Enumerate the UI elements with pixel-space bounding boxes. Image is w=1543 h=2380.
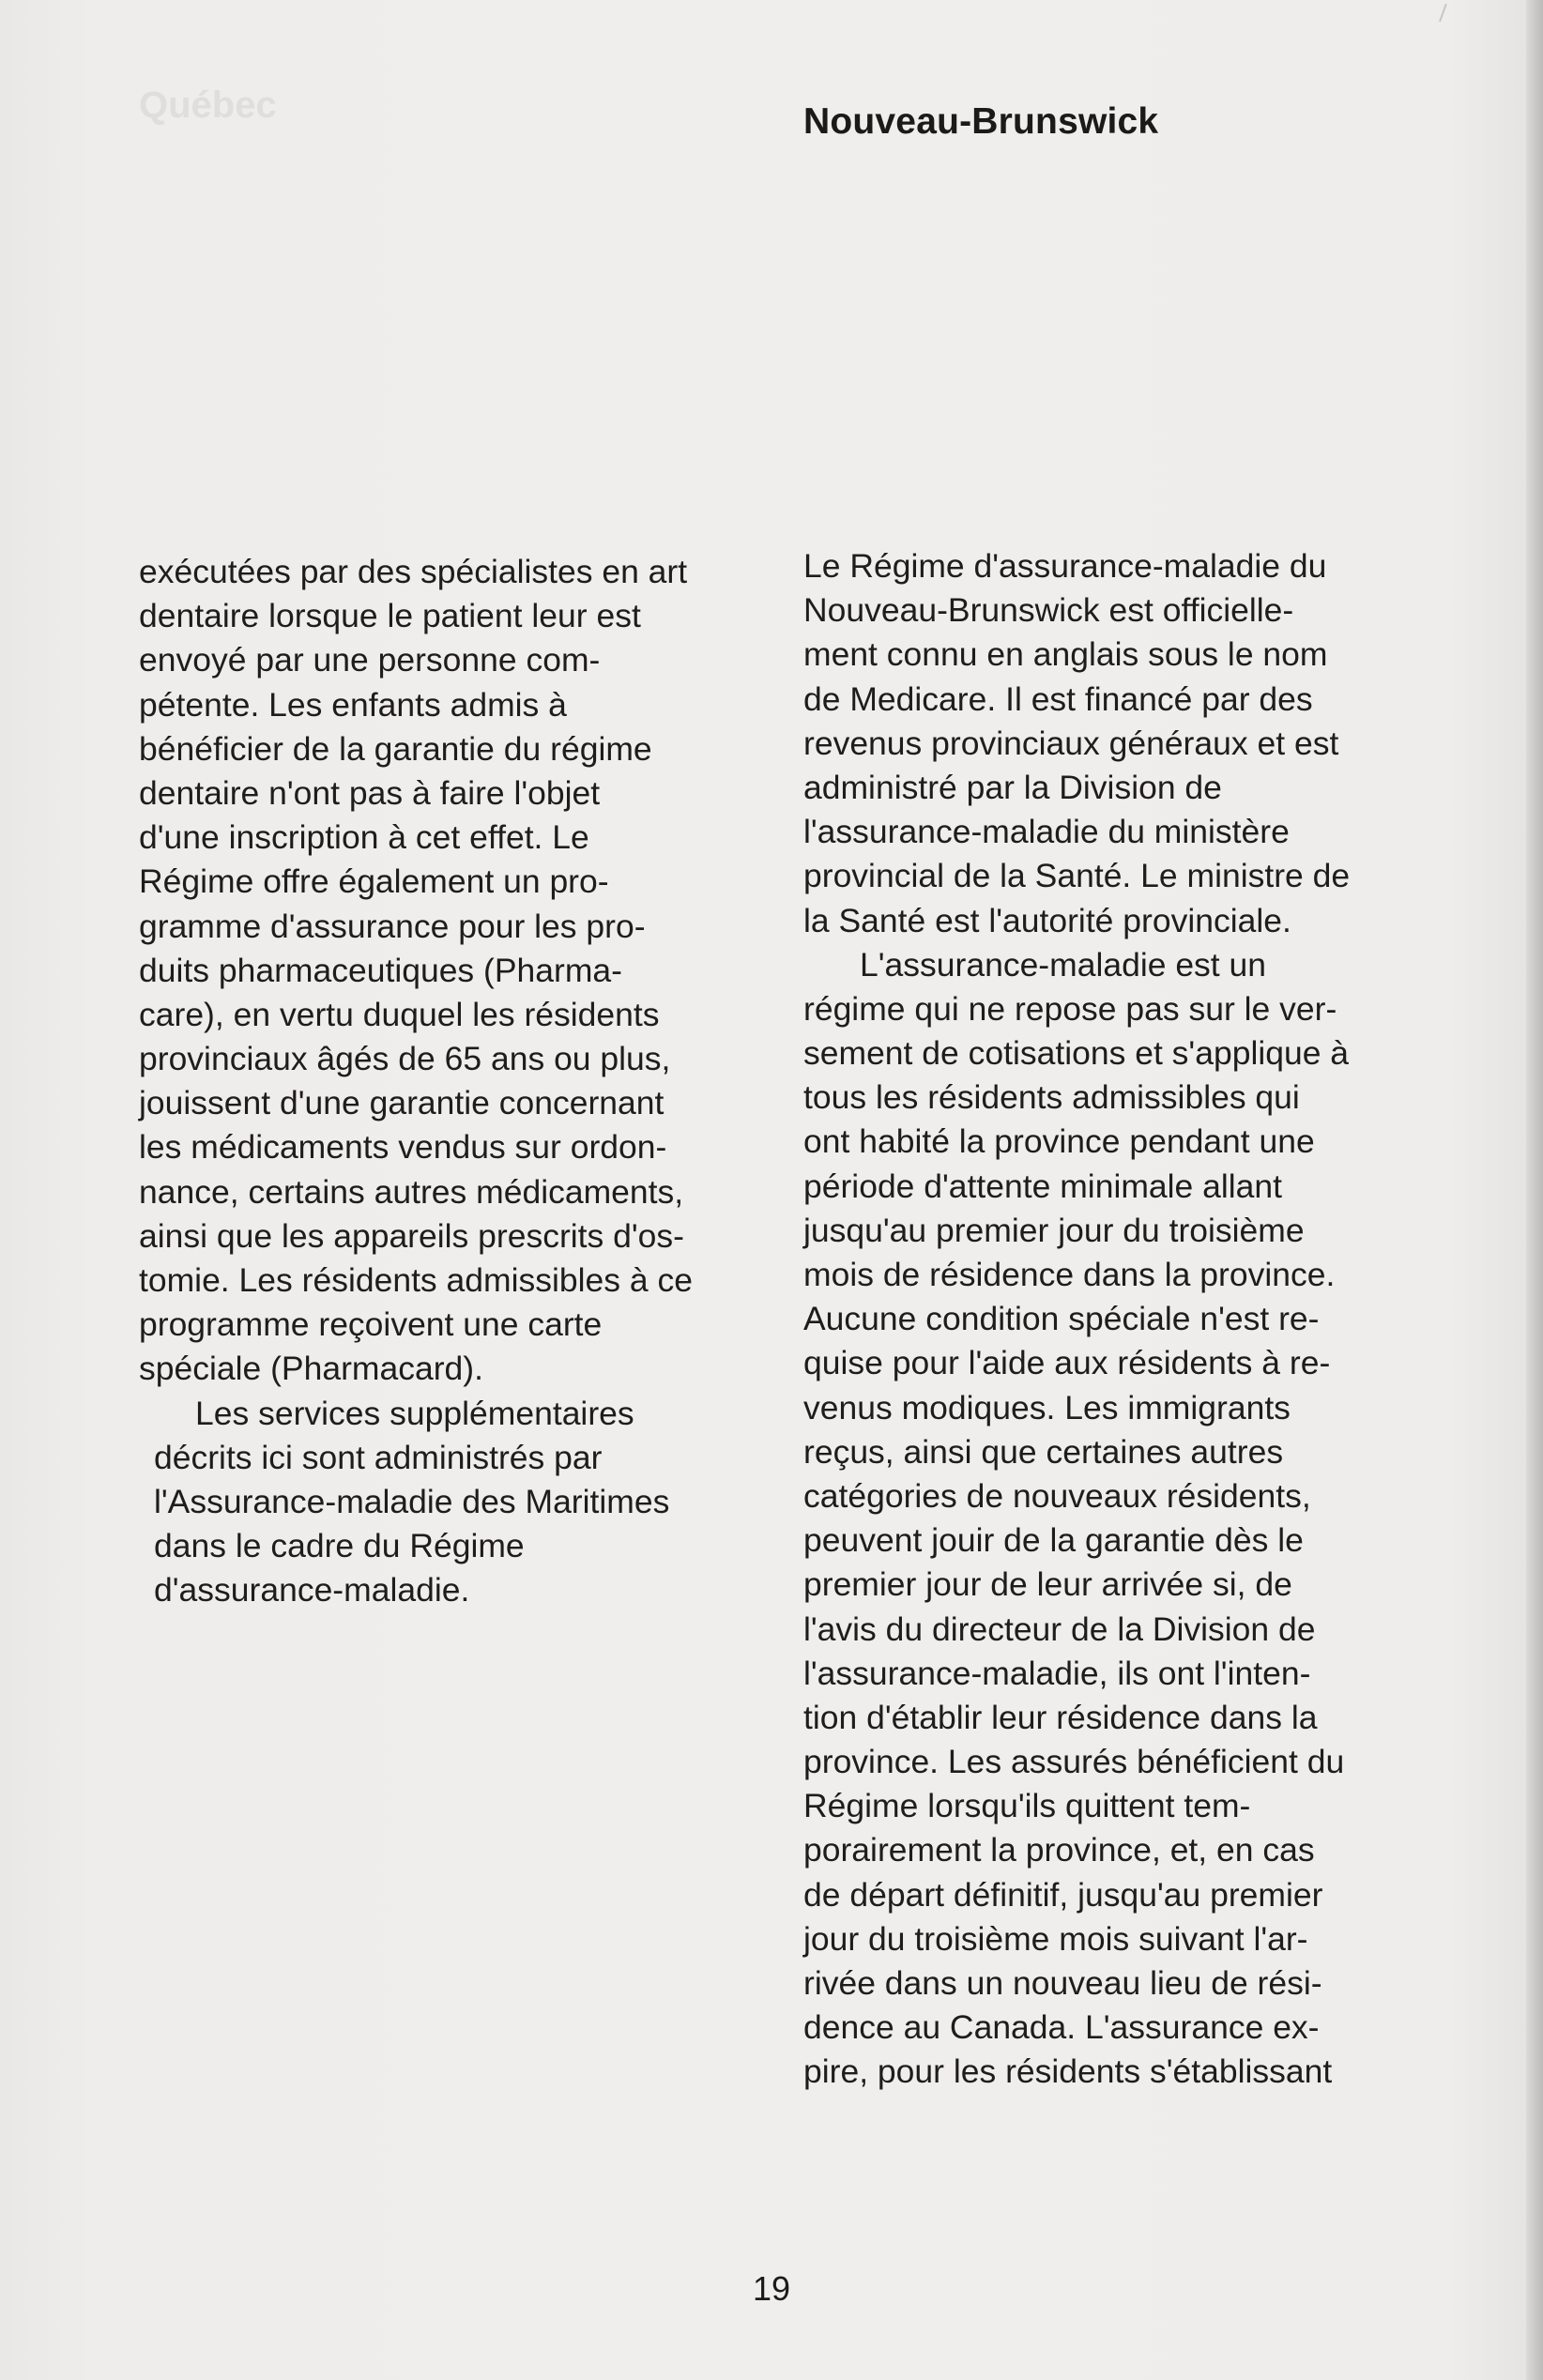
text-line: envoyé par une personne com- <box>139 641 601 679</box>
text-line: l'assurance-maladie du ministère <box>803 813 1290 851</box>
text-line: Régime offre également un pro- <box>139 862 609 901</box>
text-line: jour du troisième mois suivant l'ar- <box>803 1919 1308 1958</box>
text-line: dentaire n'ont pas à faire l'objet <box>139 773 601 812</box>
right-text-column <box>803 544 1423 2095</box>
text-line: régime qui ne repose pas sur le ver- <box>803 989 1337 1028</box>
text-line: de départ définitif, jusqu'au premier <box>803 1875 1323 1914</box>
text-line: pire, pour les résidents s'établissant <box>803 2052 1333 2091</box>
text-line: tion d'établir leur résidence dans la <box>803 1698 1318 1736</box>
text-line: Le Régime d'assurance-maladie du <box>803 547 1327 585</box>
text-line: premier jour de leur arrivée si, de <box>803 1565 1292 1604</box>
text-line: Nouveau-Brunswick est officielle- <box>803 591 1294 630</box>
text-line: tomie. Les résidents admissibles à ce <box>139 1261 693 1299</box>
text-line: sement de cotisations et s'applique à <box>803 1034 1350 1073</box>
text-line: provinciaux âgés de 65 ans ou plus, <box>139 1040 671 1078</box>
text-line: pétente. Les enfants admis à <box>139 685 567 724</box>
page-number: 19 <box>752 2269 791 2308</box>
text-line: provincial de la Santé. Le ministre de <box>803 857 1351 895</box>
text-line: revenus provinciaux généraux et est <box>803 724 1339 762</box>
text-line: ont habité la province pendant une <box>803 1122 1315 1161</box>
text-line: d'une inscription à cet effet. Le <box>139 818 589 857</box>
text-line: les médicaments vendus sur ordon- <box>139 1128 667 1167</box>
text-line: venus modiques. Les immigrants <box>803 1388 1291 1426</box>
text-line: rivée dans un nouveau lieu de rési- <box>803 1964 1322 2002</box>
section-title: Nouveau-Brunswick <box>803 101 1159 142</box>
bleed-through-title: Québec <box>139 84 277 126</box>
text-line: jouissent d'une garantie concernant <box>139 1084 665 1122</box>
text-line: ainsi que les appareils prescrits d'os- <box>139 1216 684 1255</box>
text-line: gramme d'assurance pour les pro- <box>139 907 646 945</box>
text-line: l'Assurance-maladie des Maritimes <box>154 1482 670 1520</box>
text-line: tous les résidents admissibles qui <box>803 1078 1300 1117</box>
text-line: Régime lorsqu'ils quittent tem- <box>803 1787 1251 1825</box>
text-line: reçus, ainsi que certaines autres <box>803 1432 1284 1471</box>
text-line: province. Les assurés bénéficient du <box>803 1743 1345 1781</box>
paragraph-start-line: L'assurance-maladie est un <box>860 945 1267 984</box>
text-line: période d'attente minimale allant <box>803 1167 1283 1205</box>
text-line: exécutées par des spécialistes en art <box>139 553 688 590</box>
text-line: quise pour l'aide aux résidents à re- <box>803 1344 1331 1382</box>
text-line: dentaire lorsque le patient leur est <box>139 597 641 635</box>
text-line: porairement la province, et, en cas <box>803 1831 1315 1869</box>
page-edge-shadow <box>1526 0 1543 2380</box>
text-line: bénéficier de la garantie du régime <box>139 729 652 768</box>
text-line: décrits ici sont administrés par <box>154 1438 603 1476</box>
text-line: administré par la Division de <box>803 768 1222 806</box>
corner-mark <box>1439 4 1459 26</box>
text-line: d'assurance-maladie. <box>154 1571 470 1610</box>
text-line: peuvent jouir de la garantie dès le <box>803 1521 1304 1560</box>
text-line: care), en vertu duquel les résidents <box>139 995 660 1033</box>
text-line: mois de résidence dans la province. <box>803 1256 1336 1293</box>
text-line: catégories de nouveaux résidents, <box>803 1476 1311 1515</box>
text-line: spéciale (Pharmacard). <box>139 1350 483 1388</box>
left-text-column <box>139 550 758 1613</box>
text-line: l'assurance-maladie, ils ont l'inten- <box>803 1654 1311 1692</box>
text-line: dence au Canada. L'assurance ex- <box>803 2008 1320 2047</box>
text-line: duits pharmaceutiques (Pharma- <box>139 951 622 989</box>
text-line: jusqu'au premier jour du troisième <box>803 1211 1305 1249</box>
text-line: Aucune condition spéciale n'est re- <box>803 1300 1320 1338</box>
text-line: ment connu en anglais sous le nom <box>803 635 1328 674</box>
text-line: dans le cadre du Régime <box>154 1527 525 1565</box>
text-line: la Santé est l'autorité provinciale. <box>803 901 1291 939</box>
paragraph-start-line: Les services supplémentaires <box>195 1394 634 1432</box>
text-line: nance, certains autres médicaments, <box>139 1172 684 1211</box>
text-line: de Medicare. Il est financé par des <box>803 679 1313 718</box>
text-line: l'avis du directeur de la Division de <box>803 1610 1316 1648</box>
text-line: programme reçoivent une carte <box>139 1305 603 1344</box>
